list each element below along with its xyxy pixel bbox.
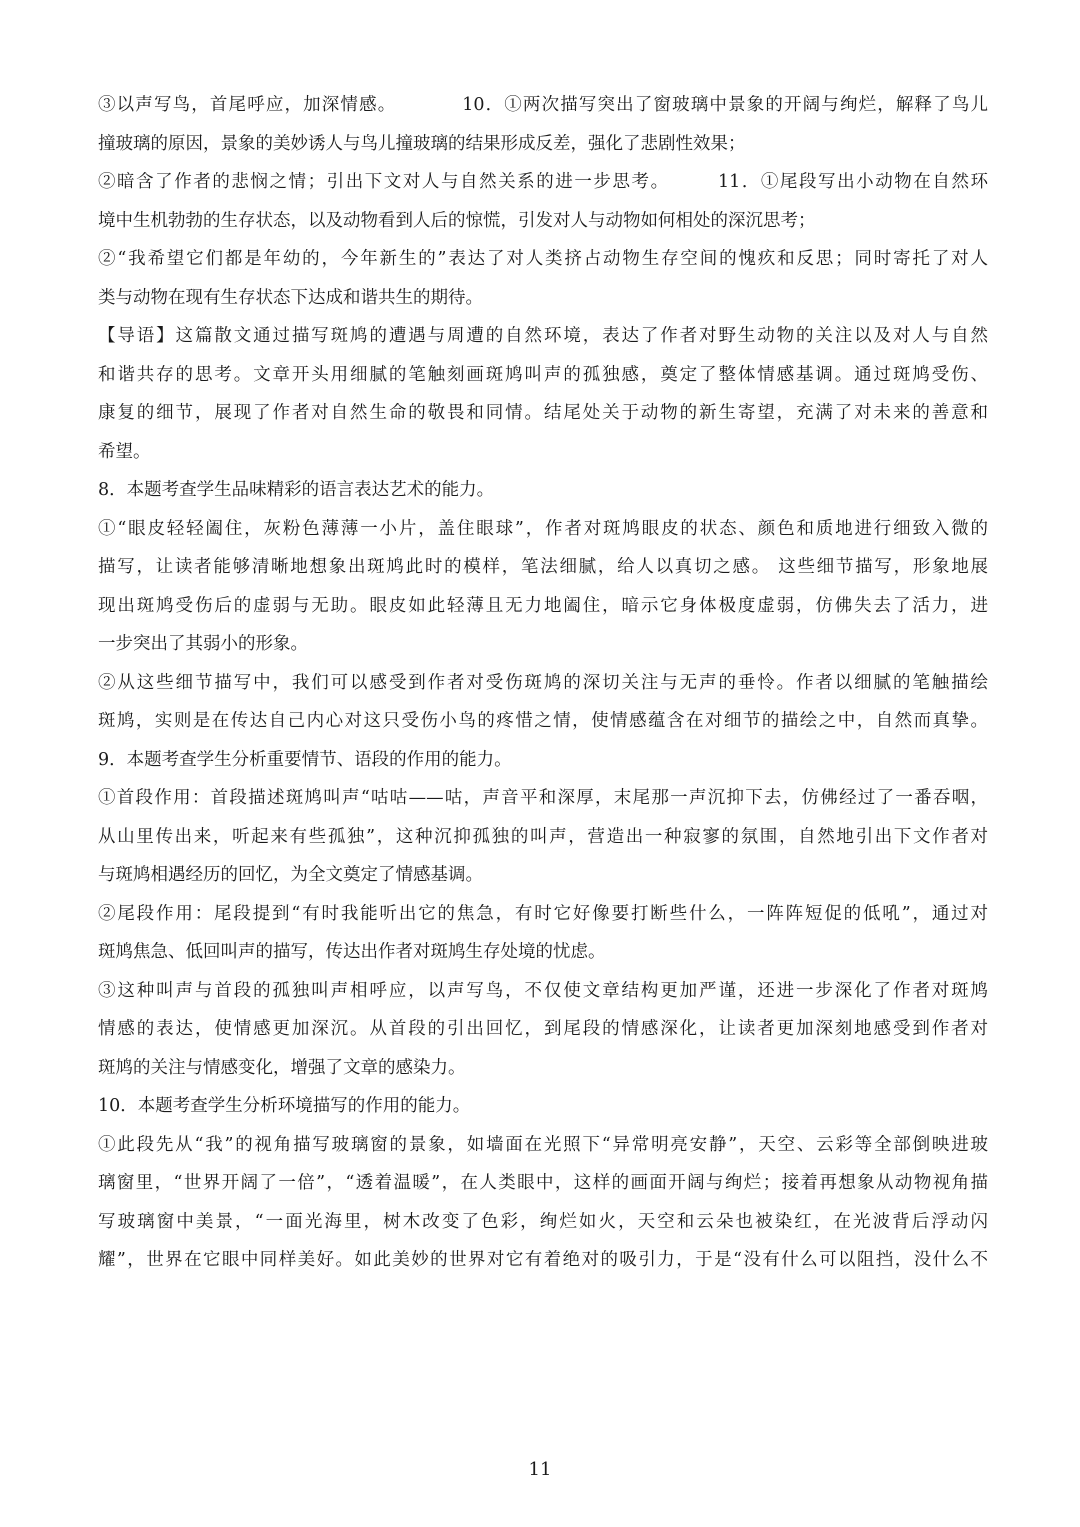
text-line: 撞玻璃的原因，景象的美妙诱人与鸟儿撞玻璃的结果形成反差，强化了悲剧性效果； <box>98 133 746 154</box>
text-line: 10．本题考查学生分析环境描写的作用的能力。 <box>98 1096 471 1116</box>
text-line: 境中生机勃勃的生存状态，以及动物看到人后的惊慌，引发对人与动物如何相处的深沉思考； <box>98 210 816 231</box>
text-line: 从山里传出来，听起来有些孤独”，这种沉抑孤独的叫声，营造出一种寂寥的氛围，自然地引出下文作者对 <box>98 826 988 847</box>
text-line: ③这种叫声与首段的孤独叫声相呼应，以声写鸟，不仅使文章结构更加严谨，还进一步深化了作者对斑鸠 <box>98 980 988 1001</box>
document-body <box>98 86 988 1280</box>
text-line: 【导语】这篇散文通过描写斑鸠的遭遇与周遭的自然环境，表达了作者对野生动物的关注以及对人与自然 <box>98 326 988 346</box>
text-line: 类与动物在现有生存状态下达成和谐共生的期待。 <box>98 287 483 308</box>
text-line: 一步突出了其弱小的形象。 <box>98 634 308 654</box>
text-line: 希望。 <box>98 441 151 462</box>
text-line: 与斑鸠相遇经历的回忆，为全文奠定了情感基调。 <box>98 865 483 885</box>
text-line: ①首段作用：首段描述斑鸠叫声“咕咕——咕，声音平和深厚，末尾那一声沉抑下去，仿佛经过了一番吞咽， <box>98 788 988 808</box>
text-line: 现出斑鸠受伤后的虚弱与无助。眼皮如此轻薄且无力地阖住，暗示它身体极度虚弱，仿佛失去了活力，进 <box>98 595 988 616</box>
text-line: 9．本题考查学生分析重要情节、语段的作用的能力。 <box>98 749 512 770</box>
text-line: ①此段先从“我”的视角描写玻璃窗的景象，如墙面在光照下“异常明亮安静”，天空、云彩等全部倒映进玻 <box>98 1134 988 1155</box>
text-line: 和谐共存的思考。文章开头用细腻的笔触刻画斑鸠叫声的孤独感，奠定了整体情感基调。通过斑鸠受伤、 <box>98 364 988 385</box>
text-line: 璃窗里，“世界开阔了一倍”，“透着温暖”，在人类眼中，这样的画面开阔与绚烂；接着再想象从动物视角描 <box>98 1173 988 1193</box>
text-line: 描写，让读者能够清晰地想象出斑鸠此时的模样，笔法细腻，给人以真切之感。 这些细节描写，形象地展 <box>98 557 988 577</box>
text-line: 8．本题考查学生品味精彩的语言表达艺术的能力。 <box>98 480 495 500</box>
text-line: 写玻璃窗中美景，“一面光海里，树木改变了色彩，绚烂如火，天空和云朵也被染红，在光波背后浮动闪 <box>98 1211 988 1232</box>
text-line: ③以声写鸟，首尾呼应，加深情感。 10．①两次描写突出了窗玻璃中景象的开阔与绚烂，解释了鸟儿 <box>98 95 988 115</box>
page-number: 11 <box>528 1459 552 1480</box>
text-line: ②从这些细节描写中，我们可以感受到作者对受伤斑鸠的深切关注与无声的垂怜。作者以细腻的笔触描绘 <box>98 672 988 693</box>
text-line: 斑鸠焦急、低回叫声的描写，传达出作者对斑鸠生存处境的忧虑。 <box>98 942 606 962</box>
text-line: ②尾段作用：尾段提到“有时我能听出它的焦急，有时它好像要打断些什么，一阵阵短促的低吼”，通过对 <box>98 903 988 924</box>
text-line: ②“我希望它们都是年幼的，今年新生的”表达了对人类挤占动物生存空间的愧疚和反思；同时寄托了对人 <box>98 249 988 269</box>
text-line: ①“眼皮轻轻阖住，灰粉色薄薄一小片，盖住眼球”，作者对斑鸠眼皮的状态、颜色和质地进行细致入微的 <box>98 518 988 539</box>
text-line: 耀”，世界在它眼中同样美好。如此美妙的世界对它有着绝对的吸引力，于是“没有什么可以阻挡，没什么不 <box>98 1250 988 1270</box>
text-line: ②暗含了作者的悲悯之情；引出下文对人与自然关系的进一步思考。 11．①尾段写出小动物在自然环 <box>98 172 988 192</box>
text-line: 斑鸠，实则是在传达自己内心对这只受伤小鸟的疼惜之情，使情感蕴含在对细节的描绘之中，自然而真挚。 <box>98 711 988 731</box>
text-line: 情感的表达，使情感更加深沉。从首段的引出回忆，到尾段的情感深化，让读者更加深刻地感受到作者对 <box>98 1019 988 1039</box>
text-line: 康复的细节，展现了作者对自然生命的敬畏和同情。结尾处关于动物的新生寄望，充满了对未来的善意和 <box>98 403 988 423</box>
text-line: 斑鸠的关注与情感变化，增强了文章的感染力。 <box>98 1057 466 1078</box>
